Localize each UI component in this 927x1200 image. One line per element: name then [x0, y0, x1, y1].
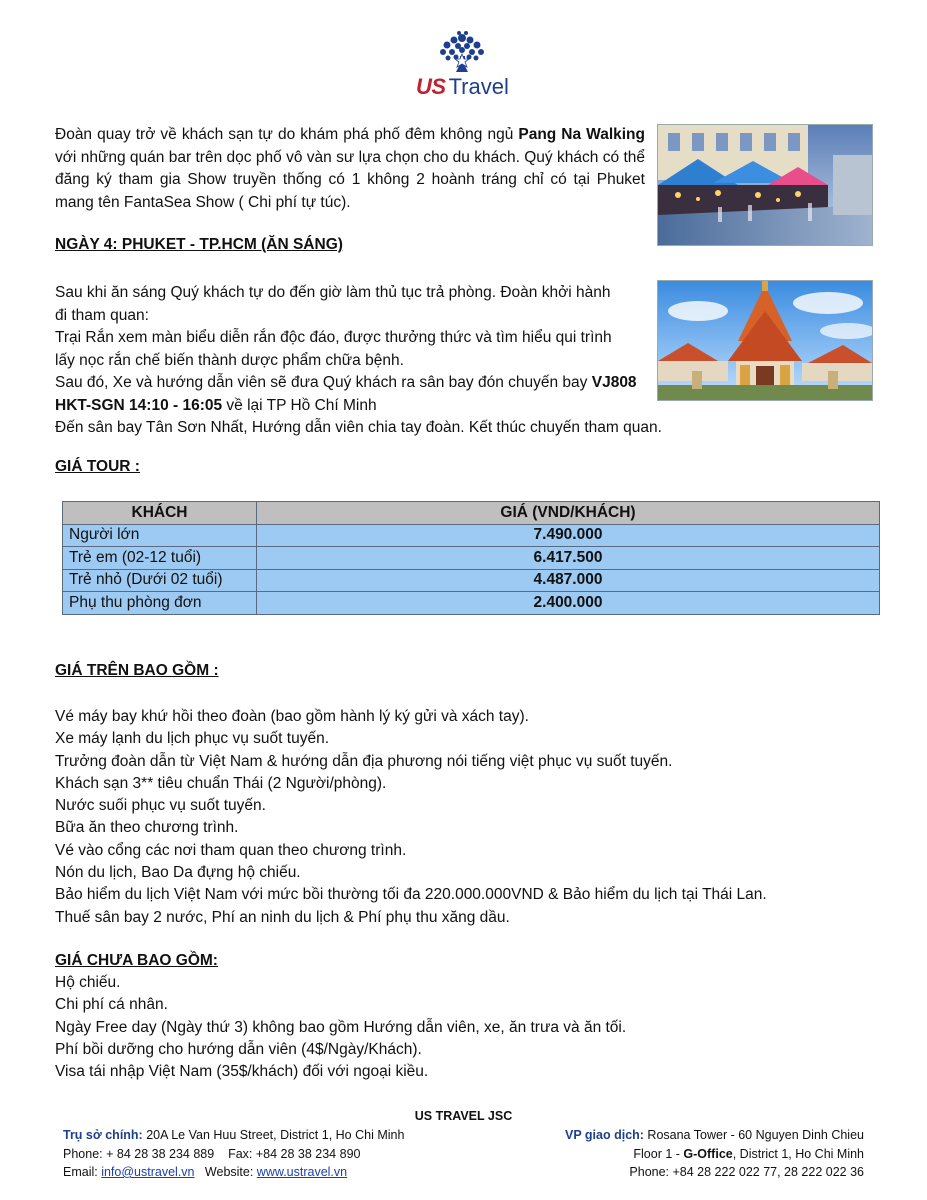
guest-type: Trẻ em (02-12 tuổi): [63, 547, 257, 570]
office-floor: [565, 1145, 864, 1164]
col-price-header: GIÁ (VND/KHÁCH): [257, 502, 880, 525]
guest-price: 2.400.000: [257, 592, 880, 615]
logo-us: US: [416, 74, 446, 99]
night-market-photo: [657, 124, 873, 246]
guest-price: 6.417.500: [257, 547, 880, 570]
guest-price: 4.487.000: [257, 569, 880, 592]
list-item: Trưởng đoàn dẫn từ Việt Nam & hướng dẫn địa phương nói tiếng việt phục vụ suốt tuyến.: [55, 752, 673, 770]
list-item: Bảo hiểm du lịch Việt Nam với mức bồi thường tối đa 220.000.000VND & Bảo hiểm du lịch tại Thái Lan.: [55, 886, 767, 904]
logo-wordmark: [416, 74, 509, 100]
list-item: Visa tái nhập Việt Nam (35$/khách) đối với ngoại kiều.: [55, 1063, 429, 1081]
office-tower: Rosana Tower - 60 Nguyen Dinh Chieu: [643, 1128, 864, 1142]
list-item: Khách sạn 3** tiêu chuẩn Thái (2 Người/phòng).: [55, 774, 387, 792]
included-list: [55, 706, 767, 929]
guest-type: Phụ thu phòng đơn: [63, 592, 257, 615]
office-floor-b: G-Office: [683, 1146, 733, 1161]
tree-icon: [412, 30, 516, 76]
head-office-address: [63, 1126, 404, 1145]
list-item: Chi phí cá nhân.: [55, 996, 168, 1014]
day4-line-6-text: về lại TP Hồ Chí Minh: [222, 396, 377, 414]
table-row: [63, 547, 880, 570]
office-address: [565, 1126, 864, 1145]
list-item: Xe máy lạnh du lịch phục vụ suốt tuyến.: [55, 730, 329, 748]
list-item: Nước suối phục vụ suốt tuyến.: [55, 797, 266, 815]
office-floor-a: Floor 1 -: [633, 1146, 684, 1161]
day4-line-3: Trại Rắn xem màn biểu diễn rắn độc đáo, được thưởng thức và tìm hiểu qui trình: [55, 329, 612, 346]
included-heading: GIÁ TRÊN BAO GỒM :: [55, 662, 219, 679]
price-table-header: [63, 502, 880, 525]
us-travel-logo: [412, 30, 516, 100]
table-row: [63, 592, 880, 615]
day3-evening-paragraph: [55, 124, 645, 214]
day4-line-5: [55, 372, 695, 395]
day4-line-5-text: Sau đó, Xe và hướng dẫn viên sẽ đưa Quý khách ra sân bay đón chuyến bay: [55, 374, 592, 391]
tour-price-heading: GIÁ TOUR :: [55, 458, 140, 475]
flight-number: VJ808: [591, 374, 637, 391]
day4-line-6: [55, 395, 695, 418]
head-office-block: [63, 1126, 404, 1182]
day3-text-2: với những quán bar trên dọc phố vô vàn sư lựa chọn cho du khách. Quý khách có thể đăng ký tham gia Show truyền thống có 1 không 2 hoành tráng chỉ có tại Phuket mang tên FantaSea Show ( Chi phí tự túc).: [55, 148, 645, 211]
email-link[interactable]: info@ustravel.vn: [101, 1165, 195, 1179]
email-label: Email:: [63, 1165, 102, 1179]
day4-line-1: Sau khi ăn sáng Quý khách tự do đến giờ làm thủ tục trả phòng. Đoàn khởi hành: [55, 284, 611, 301]
list-item: Nón du lịch, Bao Da đựng hộ chiếu.: [55, 864, 301, 882]
website-link[interactable]: www.ustravel.vn: [256, 1165, 348, 1179]
day3-walking-street: Pang Na Walking: [518, 126, 645, 143]
col-guest-header: KHÁCH: [63, 502, 257, 525]
flight-schedule: HKT-SGN 14:10 - 16:05: [55, 396, 223, 414]
list-item: Ngày Free day (Ngày thứ 3) không bao gồm Hướng dẫn viên, xe, ăn trưa và ăn tối.: [55, 1018, 627, 1036]
website-label: Website:: [194, 1165, 257, 1179]
excluded-heading: GIÁ CHƯA BAO GỒM:: [55, 952, 218, 969]
list-item: Phí bồi dưỡng cho hướng dẫn viên (4$/Ngày/Khách).: [55, 1040, 422, 1058]
day4-line-4: lấy nọc rắn chế biến thành dược phẩm chữa bệnh.: [55, 351, 404, 369]
day4-paragraph: [55, 282, 695, 440]
list-item: Hộ chiếu.: [55, 974, 121, 991]
day4-line-7: Đến sân bay Tân Sơn Nhất, Hướng dẫn viên chia tay đoàn. Kết thúc chuyến tham quan.: [55, 419, 662, 436]
guest-price: 7.490.000: [257, 524, 880, 547]
day3-text-1: Đoàn quay trở về khách sạn tự do khám phá phố đêm không ngủ: [55, 126, 519, 143]
logo-travel: Travel: [448, 74, 509, 99]
excluded-list: [55, 972, 626, 1083]
list-item: Thuế sân bay 2 nước, Phí an ninh du lịch & Phí phụ thu xăng dầu.: [55, 908, 510, 926]
office-floor-c: , District 1, Ho Chi Minh: [732, 1146, 864, 1161]
contact-links: [63, 1163, 404, 1182]
guest-type: Người lớn: [63, 524, 257, 547]
day4-line-2: đi tham quan:: [55, 306, 149, 324]
list-item: Vé vào cổng các nơi tham quan theo chương trình.: [55, 841, 407, 859]
table-row: [63, 524, 880, 547]
table-row: [63, 569, 880, 592]
list-item: Bữa ăn theo chương trình.: [55, 819, 239, 837]
list-item: Vé máy bay khứ hồi theo đoàn (bao gồm hành lý ký gửi và xách tay).: [55, 708, 529, 725]
office-label: VP giao dịch:: [565, 1128, 644, 1142]
day4-heading: NGÀY 4: PHUKET - TP.HCM (ĂN SÁNG): [55, 236, 343, 253]
guest-type: Trẻ nhỏ (Dưới 02 tuổi): [63, 569, 257, 592]
office-block: [565, 1126, 864, 1182]
head-office-label: Trụ sở chính:: [63, 1128, 143, 1142]
head-office-street: 20A Le Van Huu Street, District 1, Ho Chi Minh: [142, 1128, 405, 1142]
office-phone: Phone: +84 28 222 022 77, 28 222 022 36: [629, 1165, 864, 1179]
price-table: [62, 501, 880, 615]
phone-fax: Phone: + 84 28 38 234 889 Fax: +84 28 38 234 890: [63, 1146, 361, 1161]
company-name: US TRAVEL JSC: [414, 1109, 513, 1123]
